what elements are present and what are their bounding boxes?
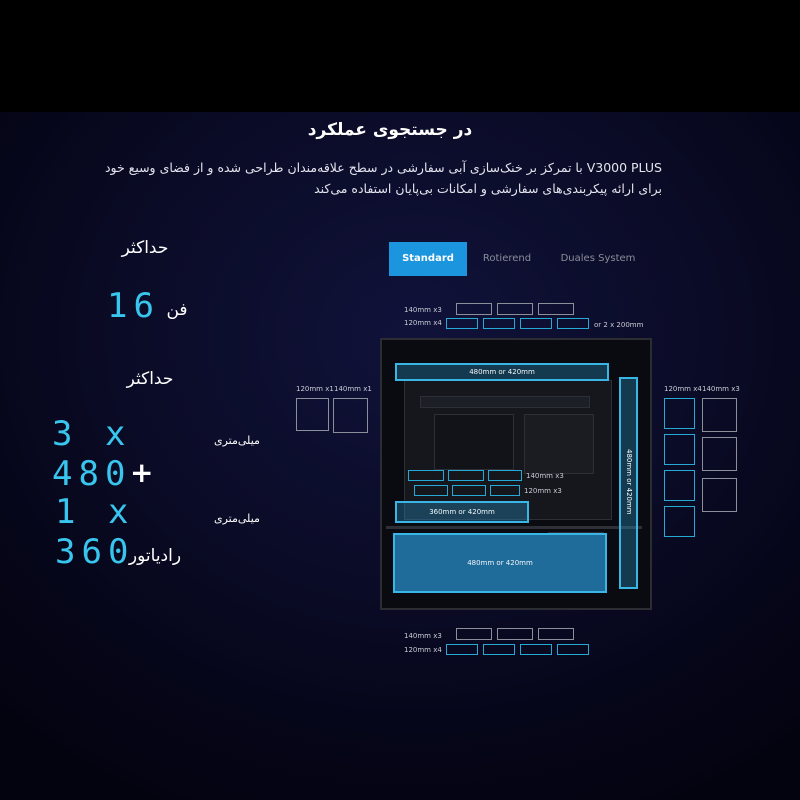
bottom-fan-slot <box>538 628 574 640</box>
radiator-large-count: 3 x 480 <box>52 414 132 494</box>
mid-fan-slot <box>408 470 444 481</box>
mid-140-label: 140mm x3 <box>526 472 564 480</box>
right-fan-slot-140 <box>702 437 737 471</box>
top-140-label: 140mm x3 <box>404 306 442 314</box>
tab-rotierend[interactable]: Rotierend <box>482 253 532 264</box>
unit-label-1: میلی‌متری <box>214 434 260 447</box>
bottom-fan-slot-120 <box>483 644 515 655</box>
top-120-label: 120mm x4 <box>404 319 442 327</box>
bottom-fan-slot-120 <box>446 644 478 655</box>
top-fan-slot-120 <box>446 318 478 329</box>
max-label-radiators: حداکثر <box>126 369 174 389</box>
radiator-top: 480mm or 420mm <box>395 363 609 381</box>
right-fan-slot-140 <box>702 398 737 432</box>
right-120-label: 120mm x4 <box>664 385 702 393</box>
radiator-side-label: 480mm or 420mm <box>625 449 633 515</box>
right-140-label: 140mm x3 <box>702 385 740 393</box>
tab-standard[interactable]: Standard <box>389 242 467 276</box>
top-fan-slot <box>497 303 533 315</box>
max-label-fans: حداکثر <box>121 238 169 258</box>
page-title: در جستجوی عملکرد <box>307 120 473 140</box>
top-fan-slot <box>456 303 492 315</box>
case-detail <box>420 396 590 408</box>
mid-fan-slot <box>490 485 520 496</box>
bottom-fan-slot-120 <box>557 644 589 655</box>
mid-fan-slot <box>452 485 486 496</box>
top-fan-slot-120 <box>520 318 552 329</box>
left-140-label: 140mm x1 <box>334 385 372 393</box>
right-fan-slot-120 <box>664 398 695 429</box>
radiator-label: رادیاتور <box>128 546 182 566</box>
mid-120-label: 120mm x3 <box>524 487 562 495</box>
case-detail <box>434 414 514 470</box>
radiator-small-count: 1 x 360 <box>55 492 135 572</box>
tab-duales-system[interactable]: Duales System <box>560 253 636 264</box>
right-fan-slot-120 <box>664 470 695 501</box>
mid-fan-slot <box>488 470 522 481</box>
radiator-bottom: 480mm or 420mm <box>393 533 607 593</box>
fan-label: فن <box>166 300 188 320</box>
right-fan-slot-120 <box>664 506 695 537</box>
case-detail <box>524 414 594 474</box>
bottom-140-label: 140mm x3 <box>404 632 442 640</box>
fan-count: 16 <box>107 286 160 326</box>
right-fan-slot-120 <box>664 434 695 465</box>
radiator-mid: 360mm or 420mm <box>395 501 529 523</box>
top-fan-slot-120 <box>483 318 515 329</box>
plus-sign: + <box>130 456 154 489</box>
radiator-side <box>619 377 638 589</box>
right-fan-slot-140 <box>702 478 737 512</box>
mid-fan-slot <box>448 470 484 481</box>
top-band <box>0 0 800 112</box>
psu-shroud-divider <box>386 526 642 529</box>
subtitle-line-1: V3000 PLUS با تمرکز بر خنک‌سازی آبی سفارشی در سطح علاقه‌مندان طراحی شده و از فضای وسیع خود <box>104 160 662 175</box>
left-120-label: 120mm x1 <box>296 385 334 393</box>
bottom-fan-slot <box>497 628 533 640</box>
left-fan-slot <box>296 398 329 431</box>
top-fan-slot-120 <box>557 318 589 329</box>
bottom-fan-slot-120 <box>520 644 552 655</box>
mid-fan-slot <box>414 485 448 496</box>
subtitle-line-2: برای ارائه پیکربندی‌های سفارشی و امکانات بی‌پایان استفاده می‌کند <box>314 181 662 196</box>
left-fan-slot <box>333 398 368 433</box>
top-fan-slot <box>538 303 574 315</box>
top-alt-label: or 2 x 200mm <box>594 321 644 329</box>
bottom-fan-slot <box>456 628 492 640</box>
unit-label-2: میلی‌متری <box>214 512 260 525</box>
bottom-120-label: 120mm x4 <box>404 646 442 654</box>
